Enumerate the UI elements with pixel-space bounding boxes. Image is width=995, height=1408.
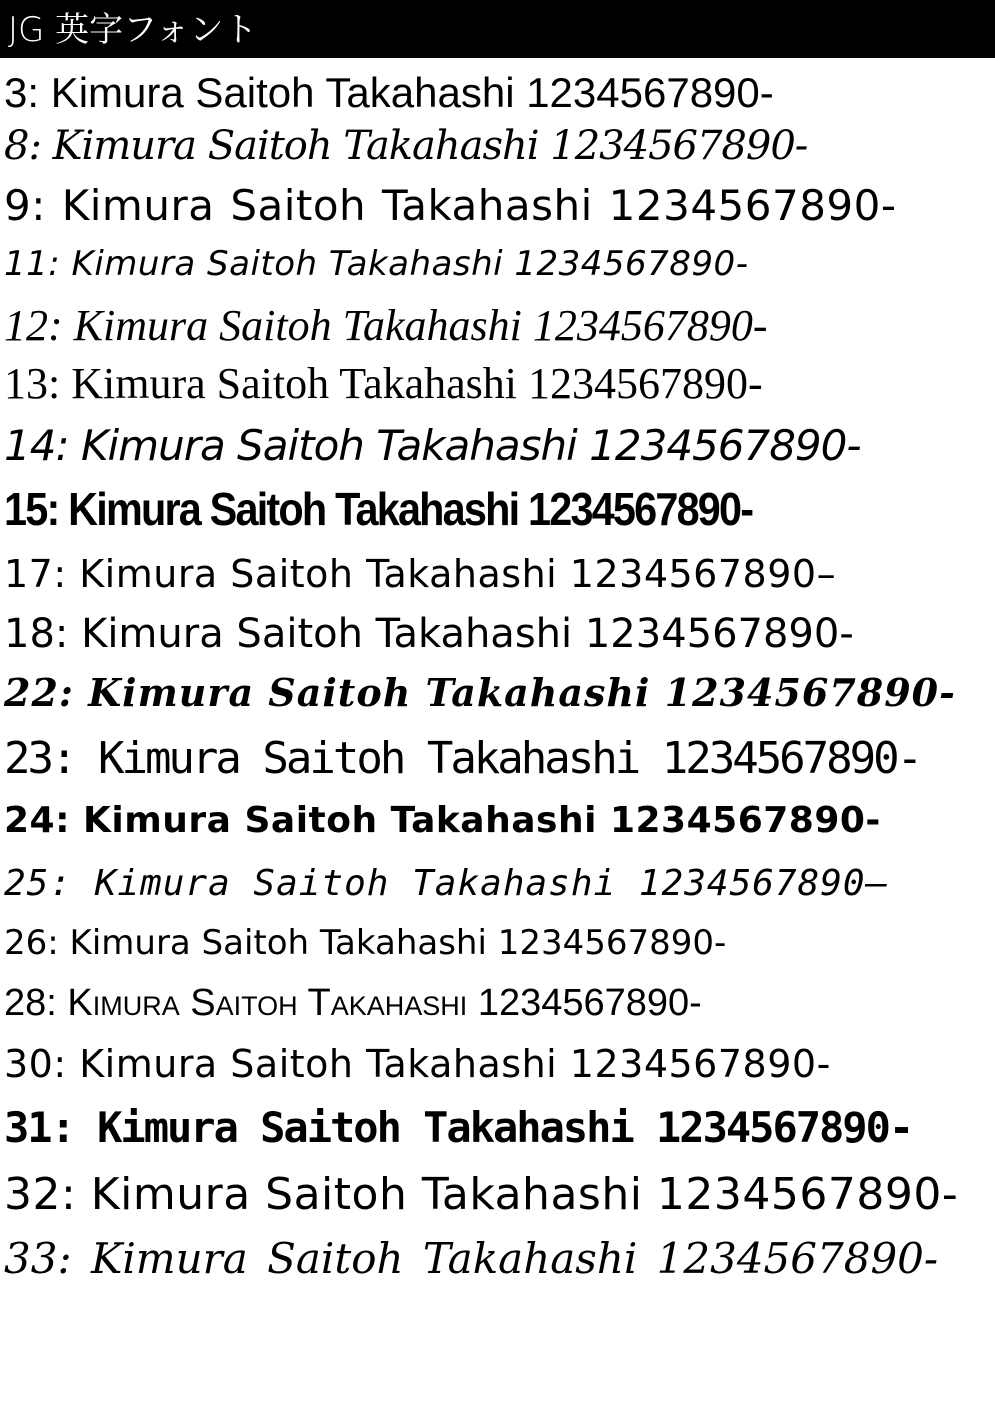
font-sample-12: 12: Kimura Saitoh Takahashi 1234567890-: [4, 301, 768, 350]
page-title: JG 英字フォント: [8, 10, 258, 50]
font-sample-30: 30: Kimura Saitoh Takahashi 1234567890-: [4, 1042, 831, 1086]
font-sample-26: 26: Kimura Saitoh Takahashi 1234567890-: [4, 923, 727, 963]
font-sample-31: 31: Kimura Saitoh Takahashi 1234567890-: [4, 1103, 913, 1152]
font-sample-9: 9: Kimura Saitoh Takahashi 1234567890-: [4, 181, 897, 230]
font-sample-13: 13: Kimura Saitoh Takahashi 1234567890-: [4, 359, 763, 408]
font-sample-33: 33: Kimura Saitoh Takahashi 1234567890-: [4, 1234, 939, 1283]
font-sample-24: 24: Kimura Saitoh Takahashi 1234567890-: [4, 800, 881, 841]
header-bar: [0, 0, 995, 58]
font-sample-14: 14: Kimura Saitoh Takahashi 1234567890-: [4, 421, 861, 470]
font-sample-32: 32: Kimura Saitoh Takahashi 1234567890-: [4, 1169, 959, 1220]
font-sample-8: 8: Kimura Saitoh Takahashi 1234567890-: [4, 123, 808, 169]
font-sample-28: 28: Kimura Saitoh Takahashi 1234567890-: [4, 982, 702, 1024]
font-sample-23: 23: Kimura Saitoh Takahashi 1234567890-: [4, 733, 921, 784]
font-sample-11: 11: Kimura Saitoh Takahashi 1234567890-: [4, 244, 749, 284]
font-sample-17: 17: Kimura Saitoh Takahashi 1234567890–: [4, 552, 837, 596]
font-sample-22: 22: Kimura Saitoh Takahashi 1234567890-: [4, 670, 956, 715]
font-sample-15: 15: Kimura Saitoh Takahashi 1234567890-: [4, 483, 753, 535]
font-sample-25: 25: Kimura Saitoh Takahashi 1234567890—: [4, 863, 889, 904]
font-sample-3: 3: Kimura Saitoh Takahashi 1234567890-: [4, 69, 774, 116]
font-sample-18: 18: Kimura Saitoh Takahashi 1234567890-: [4, 611, 854, 657]
